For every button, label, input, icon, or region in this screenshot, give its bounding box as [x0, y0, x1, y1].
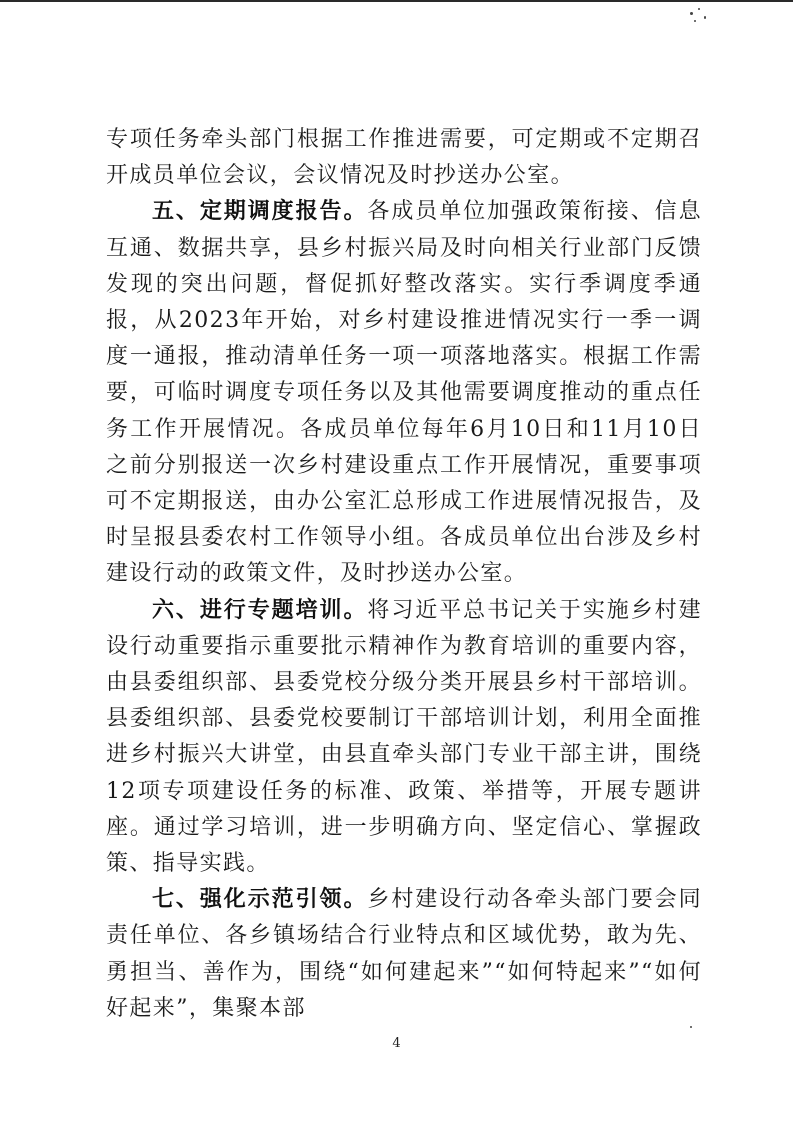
section-five-paragraph — [106, 194, 702, 592]
scan-speck — [694, 20, 696, 22]
paragraph-text: 乡村建设行动各牵头部门要会同责任单位、各乡镇场结合行业特点和区域优势，敢为先、勇担当、善作为，围绕“如何建起来”“如何特起来”“如何好起来”，集聚本部 — [106, 887, 702, 1021]
scan-speck — [690, 12, 693, 15]
paragraph-text: 专项任务牵头部门根据工作推进需要，可定期或不定期召开成员单位会议，会议情况及时抄送办公室。 — [106, 127, 702, 189]
section-seven-paragraph — [106, 882, 702, 1027]
document-body — [106, 122, 702, 1027]
page-number: 4 — [392, 1036, 401, 1051]
section-heading: 六、进行专题培训。 — [152, 597, 368, 623]
section-six-paragraph — [106, 593, 702, 883]
section-heading: 五、定期调度报告。 — [152, 199, 368, 225]
scan-top-border — [0, 0, 793, 2]
paragraph-continuation — [106, 122, 702, 194]
section-heading: 七、强化示范引领。 — [152, 887, 368, 913]
scan-speck — [704, 16, 706, 19]
scan-speck — [698, 8, 700, 10]
paragraph-text: 将习近平总书记关于实施乡村建设行动重要指示重要批示精神作为教育培训的重要内容，由县委组织部、县委党校分级分类开展县乡村干部培训。县委组织部、县委党校要制订干部培训计划，利用全面推进乡村振兴大讲堂，由县直牵头部门专业干部主讲，围绕12项专项建设任务的标准、政策、举措等，开展专题讲座。通过学习培训，进一步明确方向、坚定信心、掌握政策、指导实践。 — [106, 597, 702, 877]
paragraph-text: 各成员单位加强政策衔接、信息互通、数据共享，县乡村振兴局及时向相关行业部门反馈发现的突出问题，督促抓好整改落实。实行季调度季通报，从2023年开始，对乡村建设推进情况实行一季一调度一通报，推动清单任务一项一项落地落实。根据工作需要，可临时调度专项任务以及其他需要调度推动的重点任务工作开展情况。各成员单位每年6月10日和11月10日之前分别报送一次乡村建设重点工作开展情况，重要事项可不定期报送，由办公室汇总形成工作进展情况报告，及时呈报县委农村工作领导小组。各成员单位出台涉及乡村建设行动的政策文件，及时抄送办公室。 — [106, 199, 702, 587]
